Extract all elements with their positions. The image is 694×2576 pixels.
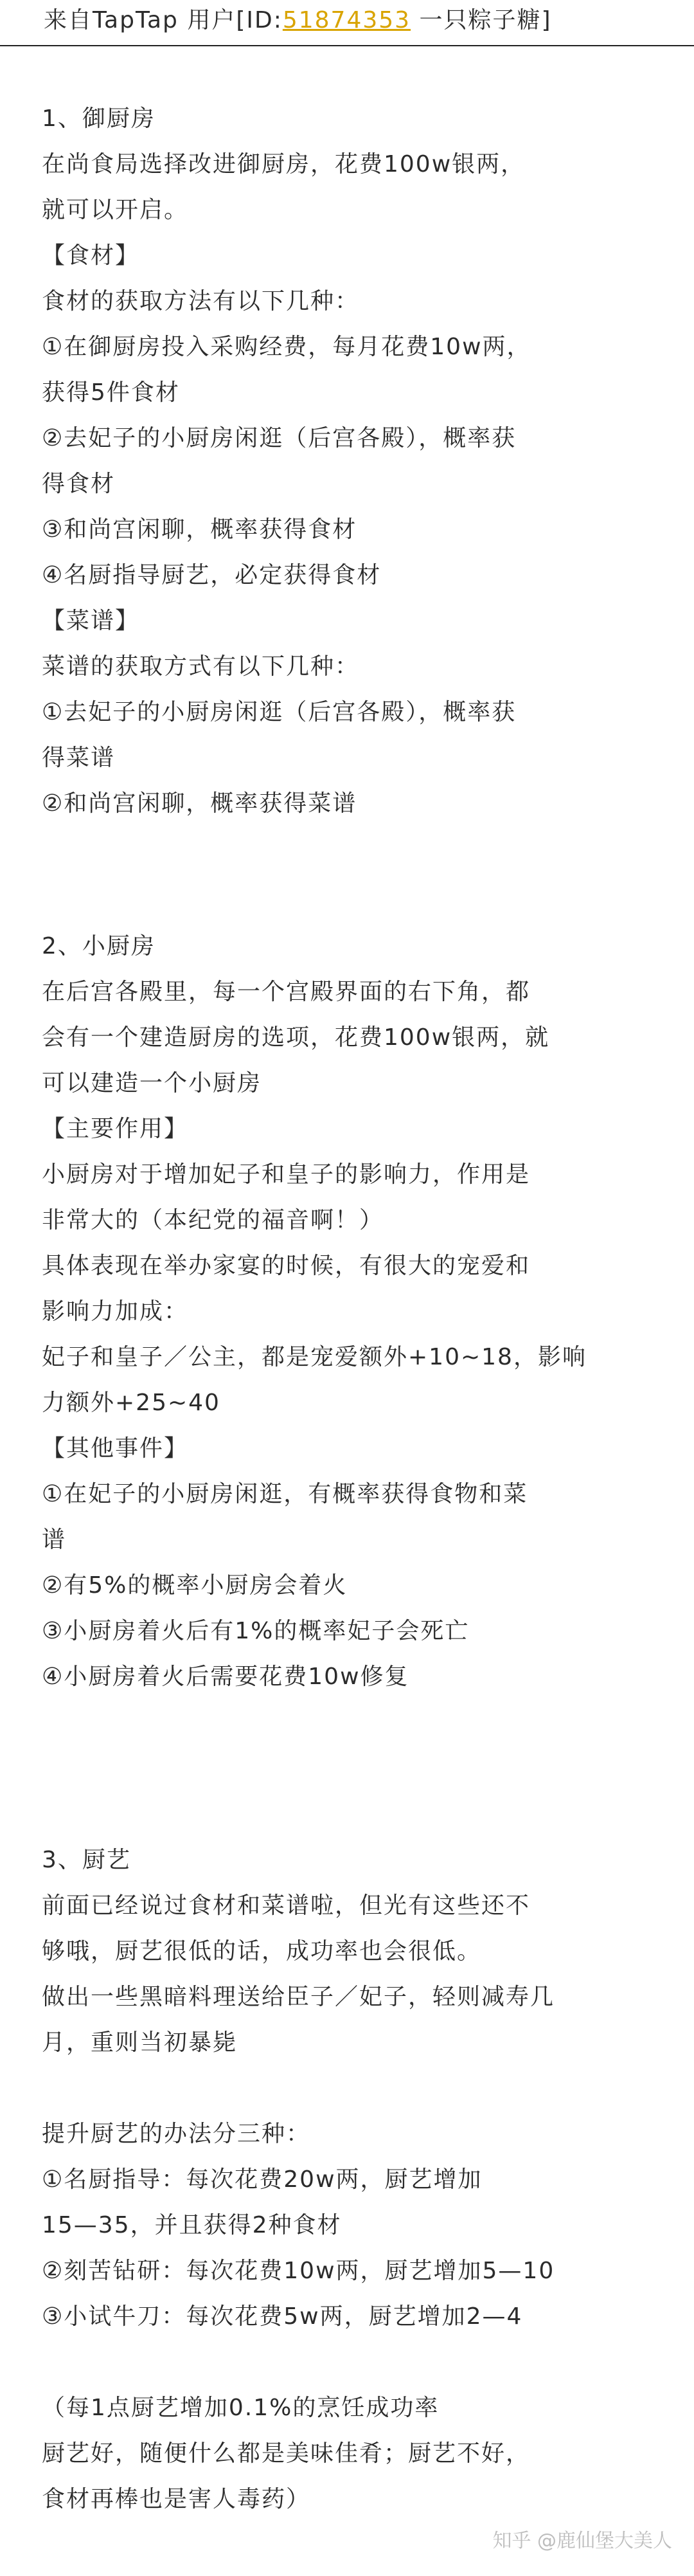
subheading-recipes: 【菜谱】 [42,608,140,634]
text-line: ②有5%的概率小厨房会着火 [42,1572,348,1599]
text-line: 谱 [42,1527,67,1553]
text-line: 前面已经说过食材和菜谱啦，但光有这些还不 [42,1892,531,1919]
text-line: 做出一些黑暗料理送给臣子／妃子，轻则减寿几 [42,1984,555,2010]
text-line: 菜谱的获取方式有以下几种： [42,653,360,680]
text-line: 获得5件食材 [42,379,180,406]
text-line: 得菜谱 [42,745,116,771]
subheading-main-effect: 【主要作用】 [42,1116,189,1142]
text-line: ①名厨指导：每次花费20w两，厨艺增加 [42,2166,483,2193]
text-line: ④小厨房着火后需要花费10w修复 [42,1664,409,1690]
text-line: 够哦，厨艺很低的话，成功率也会很低。 [42,1938,482,1964]
text-line: 小厨房对于增加妃子和皇子的影响力，作用是 [42,1161,531,1188]
section-2-heading: 2、小厨房 [42,933,156,959]
source-line [44,6,552,35]
user-id-link[interactable]: 51874353 [282,7,411,33]
text-line: 影响力加成： [42,1298,189,1325]
text-line: 可以建造一个小厨房 [42,1070,262,1096]
text-line: ③小厨房着火后有1%的概率妃子会死亡 [42,1618,470,1644]
text-line: 力额外+25~40 [42,1390,220,1416]
text-line: 就可以开启。 [42,197,189,223]
subheading-ingredients: 【食材】 [42,242,140,269]
text-line: 月，重则当初暴毙 [42,2029,238,2056]
section-3-heading: 3、厨艺 [42,1847,131,1873]
text-line: ③和尚宫闲聊，概率获得食材 [42,516,357,543]
source-suffix: 一只粽子糖] [411,7,552,33]
source-prefix: 来自TapTap 用户[ID: [44,7,283,33]
text-line: ④名厨指导厨艺，必定获得食材 [42,562,382,588]
text-line: ①在御厨房投入采购经费，每月花费10w两， [42,334,531,360]
text-line: ①去妃子的小厨房闲逛（后宫各殿），概率获 [42,699,517,725]
text-line: 厨艺好，随便什么都是美味佳肴；厨艺不好， [42,2440,531,2467]
zhihu-watermark: 知乎 @鹿仙堡大美人 [492,2530,672,2552]
text-line: 在尚食局选择改进御厨房，花费100w银两， [42,151,526,177]
text-line: 具体表现在举办家宴的时候，有很大的宠爱和 [42,1253,531,1279]
text-line: 提升厨艺的办法分三种： [42,2121,311,2147]
text-line: ①在妃子的小厨房闲逛，有概率获得食物和菜 [42,1481,528,1507]
section-1-heading: 1、御厨房 [42,105,156,132]
text-line: 得食材 [42,471,116,497]
text-line: 15—35，并且获得2种食材 [42,2212,342,2238]
text-line: ②和尚宫闲聊，概率获得菜谱 [42,790,357,817]
text-line: 食材再棒也是害人毒药） [42,2486,311,2512]
text-line: ②刻苦钻研：每次花费10w两，厨艺增加5—10 [42,2258,555,2284]
source-header [0,0,694,46]
text-line: ②去妃子的小厨房闲逛（后宫各殿），概率获 [42,425,517,451]
text-line: ③小试牛刀：每次花费5w两，厨艺增加2—4 [42,2303,523,2330]
text-line: 妃子和皇子／公主，都是宠爱额外+10~18，影响 [42,1344,587,1370]
text-line: 食材的获取方法有以下几种： [42,288,360,314]
text-line: 会有一个建造厨房的选项，花费100w银两，就 [42,1024,550,1051]
text-line: 非常大的（本纪党的福音啊！） [42,1207,384,1233]
text-line: （每1点厨艺增加0.1%的烹饪成功率 [42,2395,440,2421]
subheading-other-events: 【其他事件】 [42,1435,189,1462]
text-line: 在后宫各殿里，每一个宫殿界面的右下角，都 [42,979,531,1005]
